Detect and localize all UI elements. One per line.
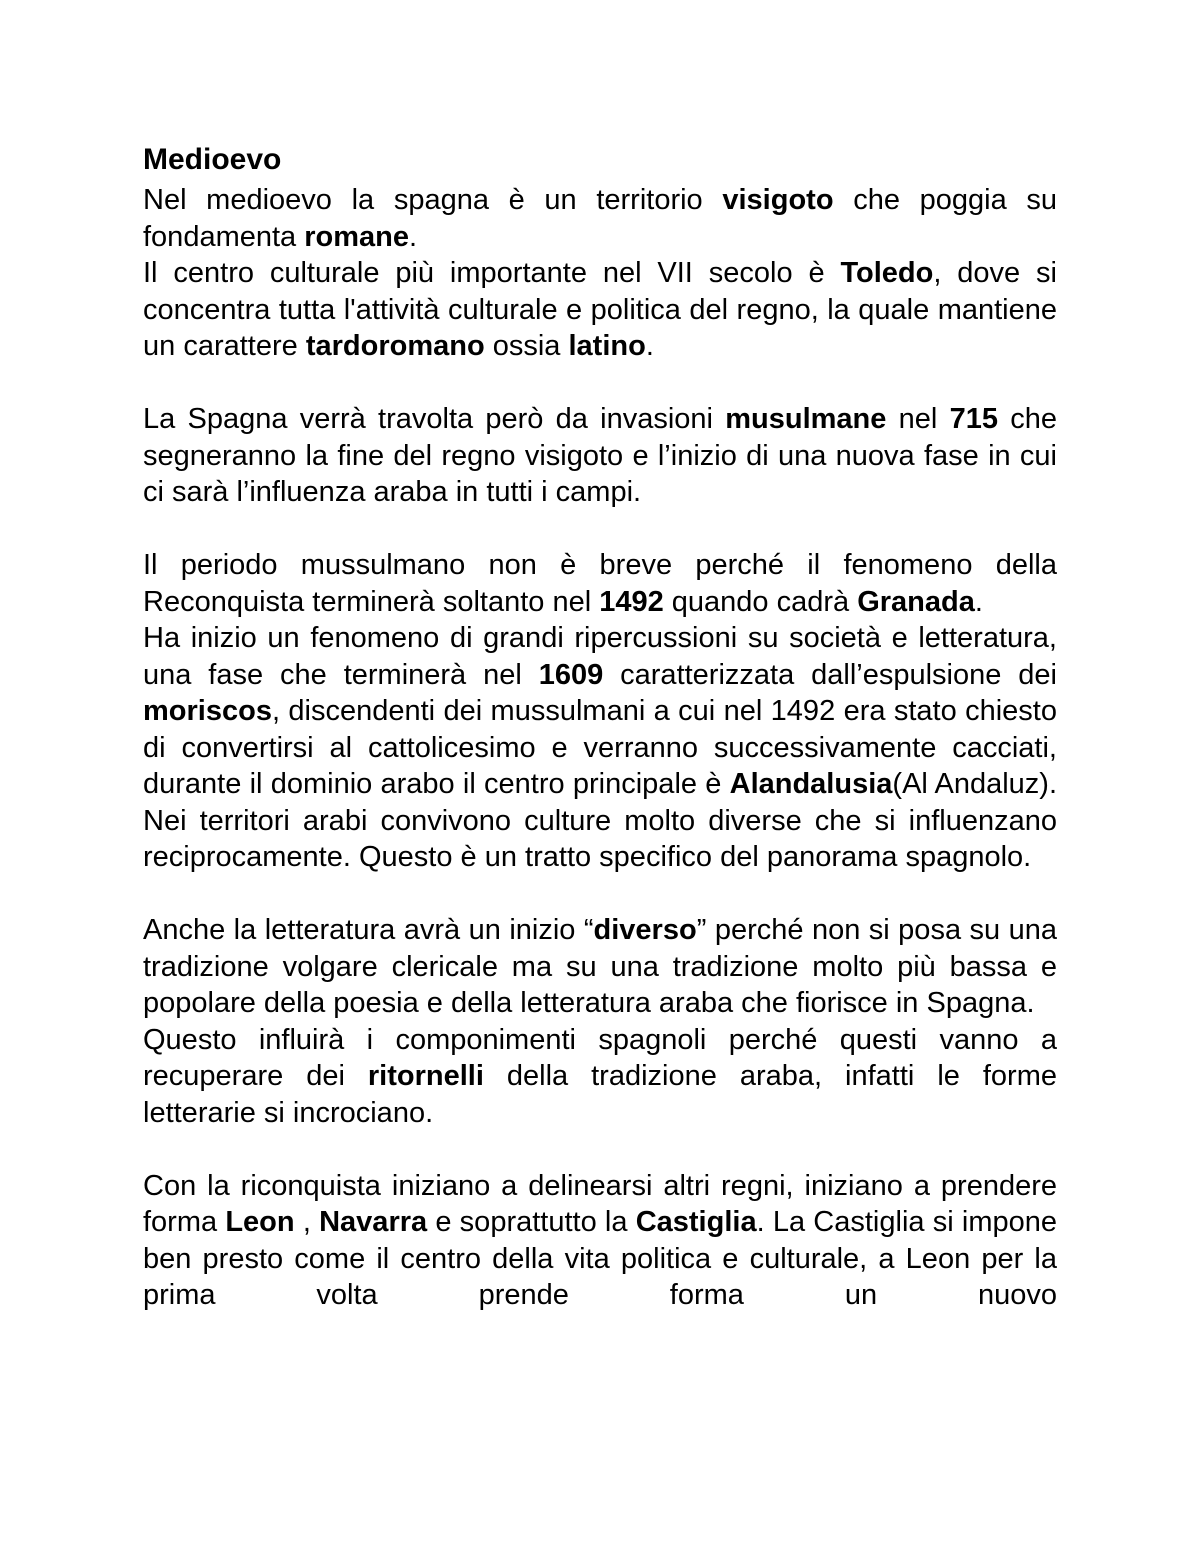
bold-term: diverso (593, 914, 697, 946)
text-run: e soprattutto la (427, 1206, 636, 1238)
text-run: della tradizione araba, infatti le forme letterarie si incrociano. (143, 1060, 1057, 1129)
paragraph (143, 1168, 1057, 1314)
text-run: Con la riconquista iniziano a delinearsi altri regni, iniziano a prendere forma (143, 1169, 1057, 1238)
document-page (143, 138, 1057, 1314)
text-run: ” perché non si posa su una tradizione volgare clericale ma su una tradizione molto più bassa e popolare della poesia e della letteratura araba che fiorisce in Spagna. (143, 914, 1057, 1019)
text-run: Anche la letteratura avrà un inizio “ (143, 914, 594, 946)
bold-term: romane (304, 220, 409, 253)
document-body (143, 182, 1057, 1314)
bold-term: Alandalusia (729, 768, 893, 800)
paragraph (143, 401, 1057, 511)
page-title: Medioevo (143, 143, 282, 176)
bold-term: tardoromano (305, 330, 485, 362)
bold-term: visigoto (722, 184, 834, 216)
paragraph (143, 547, 1057, 620)
paragraph (143, 1022, 1057, 1132)
text-run: , discendenti dei mussulmani a cui nel 1492 era stato chiesto di convertirsi al cattolicesimo e verranno successivamente cacciati, durante il dominio arabo il centro principale è (143, 695, 1057, 800)
text-run: Il centro culturale più importante nel VII secolo è (143, 257, 841, 289)
bold-term: 715 (949, 403, 998, 435)
text-run: che poggia su fondamenta (143, 184, 1057, 253)
text-run: caratterizzata dall’espulsione dei (603, 658, 1057, 691)
text-run: Il periodo mussulmano non è breve perché il fenomeno della Reconquista terminerà soltanto nel (143, 549, 1057, 618)
text-run: . La Castiglia si impone ben presto come il centro della vita politica e culturale, a Leon per la prima volta prende forma un nuovo (143, 1206, 1057, 1311)
paragraph-spacer (143, 876, 1057, 913)
paragraph (143, 912, 1057, 1022)
text-run: quando cadrà (663, 585, 858, 618)
text-run: Ha inizio un fenomeno di grandi ripercussioni su società e letteratura, una fase che terminerà nel (143, 622, 1057, 691)
bold-term: Granada (857, 585, 975, 618)
paragraph (143, 620, 1057, 876)
text-run: . (645, 330, 654, 362)
bold-term: Toledo (840, 257, 934, 289)
text-run: , (294, 1206, 320, 1238)
paragraph-spacer (143, 511, 1057, 548)
text-run: (Al Andaluz). Nei territori arabi convivono culture molto diverse che si influenzano reciprocamente. Questo è un tratto specifico del panorama spagnolo. (143, 768, 1058, 873)
bold-term: ritornelli (367, 1060, 484, 1092)
bold-term: 1609 (538, 658, 604, 691)
bold-term: moriscos (143, 695, 272, 727)
text-run: . (974, 585, 983, 618)
text-run: che segneranno la fine del regno visigoto e l’inizio di una nuova fase in cui ci sarà l’influenza araba in tutti i campi. (143, 403, 1057, 508)
text-run: Nel medioevo la spagna è un territorio (143, 184, 723, 216)
bold-term: 1492 (599, 585, 664, 618)
text-run: , dove si concentra tutta l'attività culturale e politica del regno, la quale mantiene un carattere (143, 257, 1058, 362)
paragraph-spacer (143, 365, 1057, 402)
bold-term: Castiglia (635, 1206, 757, 1238)
bold-term: latino (568, 330, 646, 362)
bold-term: Navarra (319, 1206, 428, 1238)
bold-term: Leon (225, 1206, 295, 1238)
text-run: La Spagna verrà travolta però da invasioni (143, 403, 726, 435)
bold-term: musulmane (725, 403, 887, 435)
paragraph-spacer (143, 1131, 1057, 1168)
text-run: Questo influirà i componimenti spagnoli perché questi vanno a recuperare dei (143, 1023, 1057, 1092)
text-run: nel (886, 403, 950, 435)
text-run: ossia (484, 330, 569, 362)
text-run: . (409, 220, 418, 253)
paragraph (143, 255, 1057, 365)
paragraph (143, 182, 1057, 255)
